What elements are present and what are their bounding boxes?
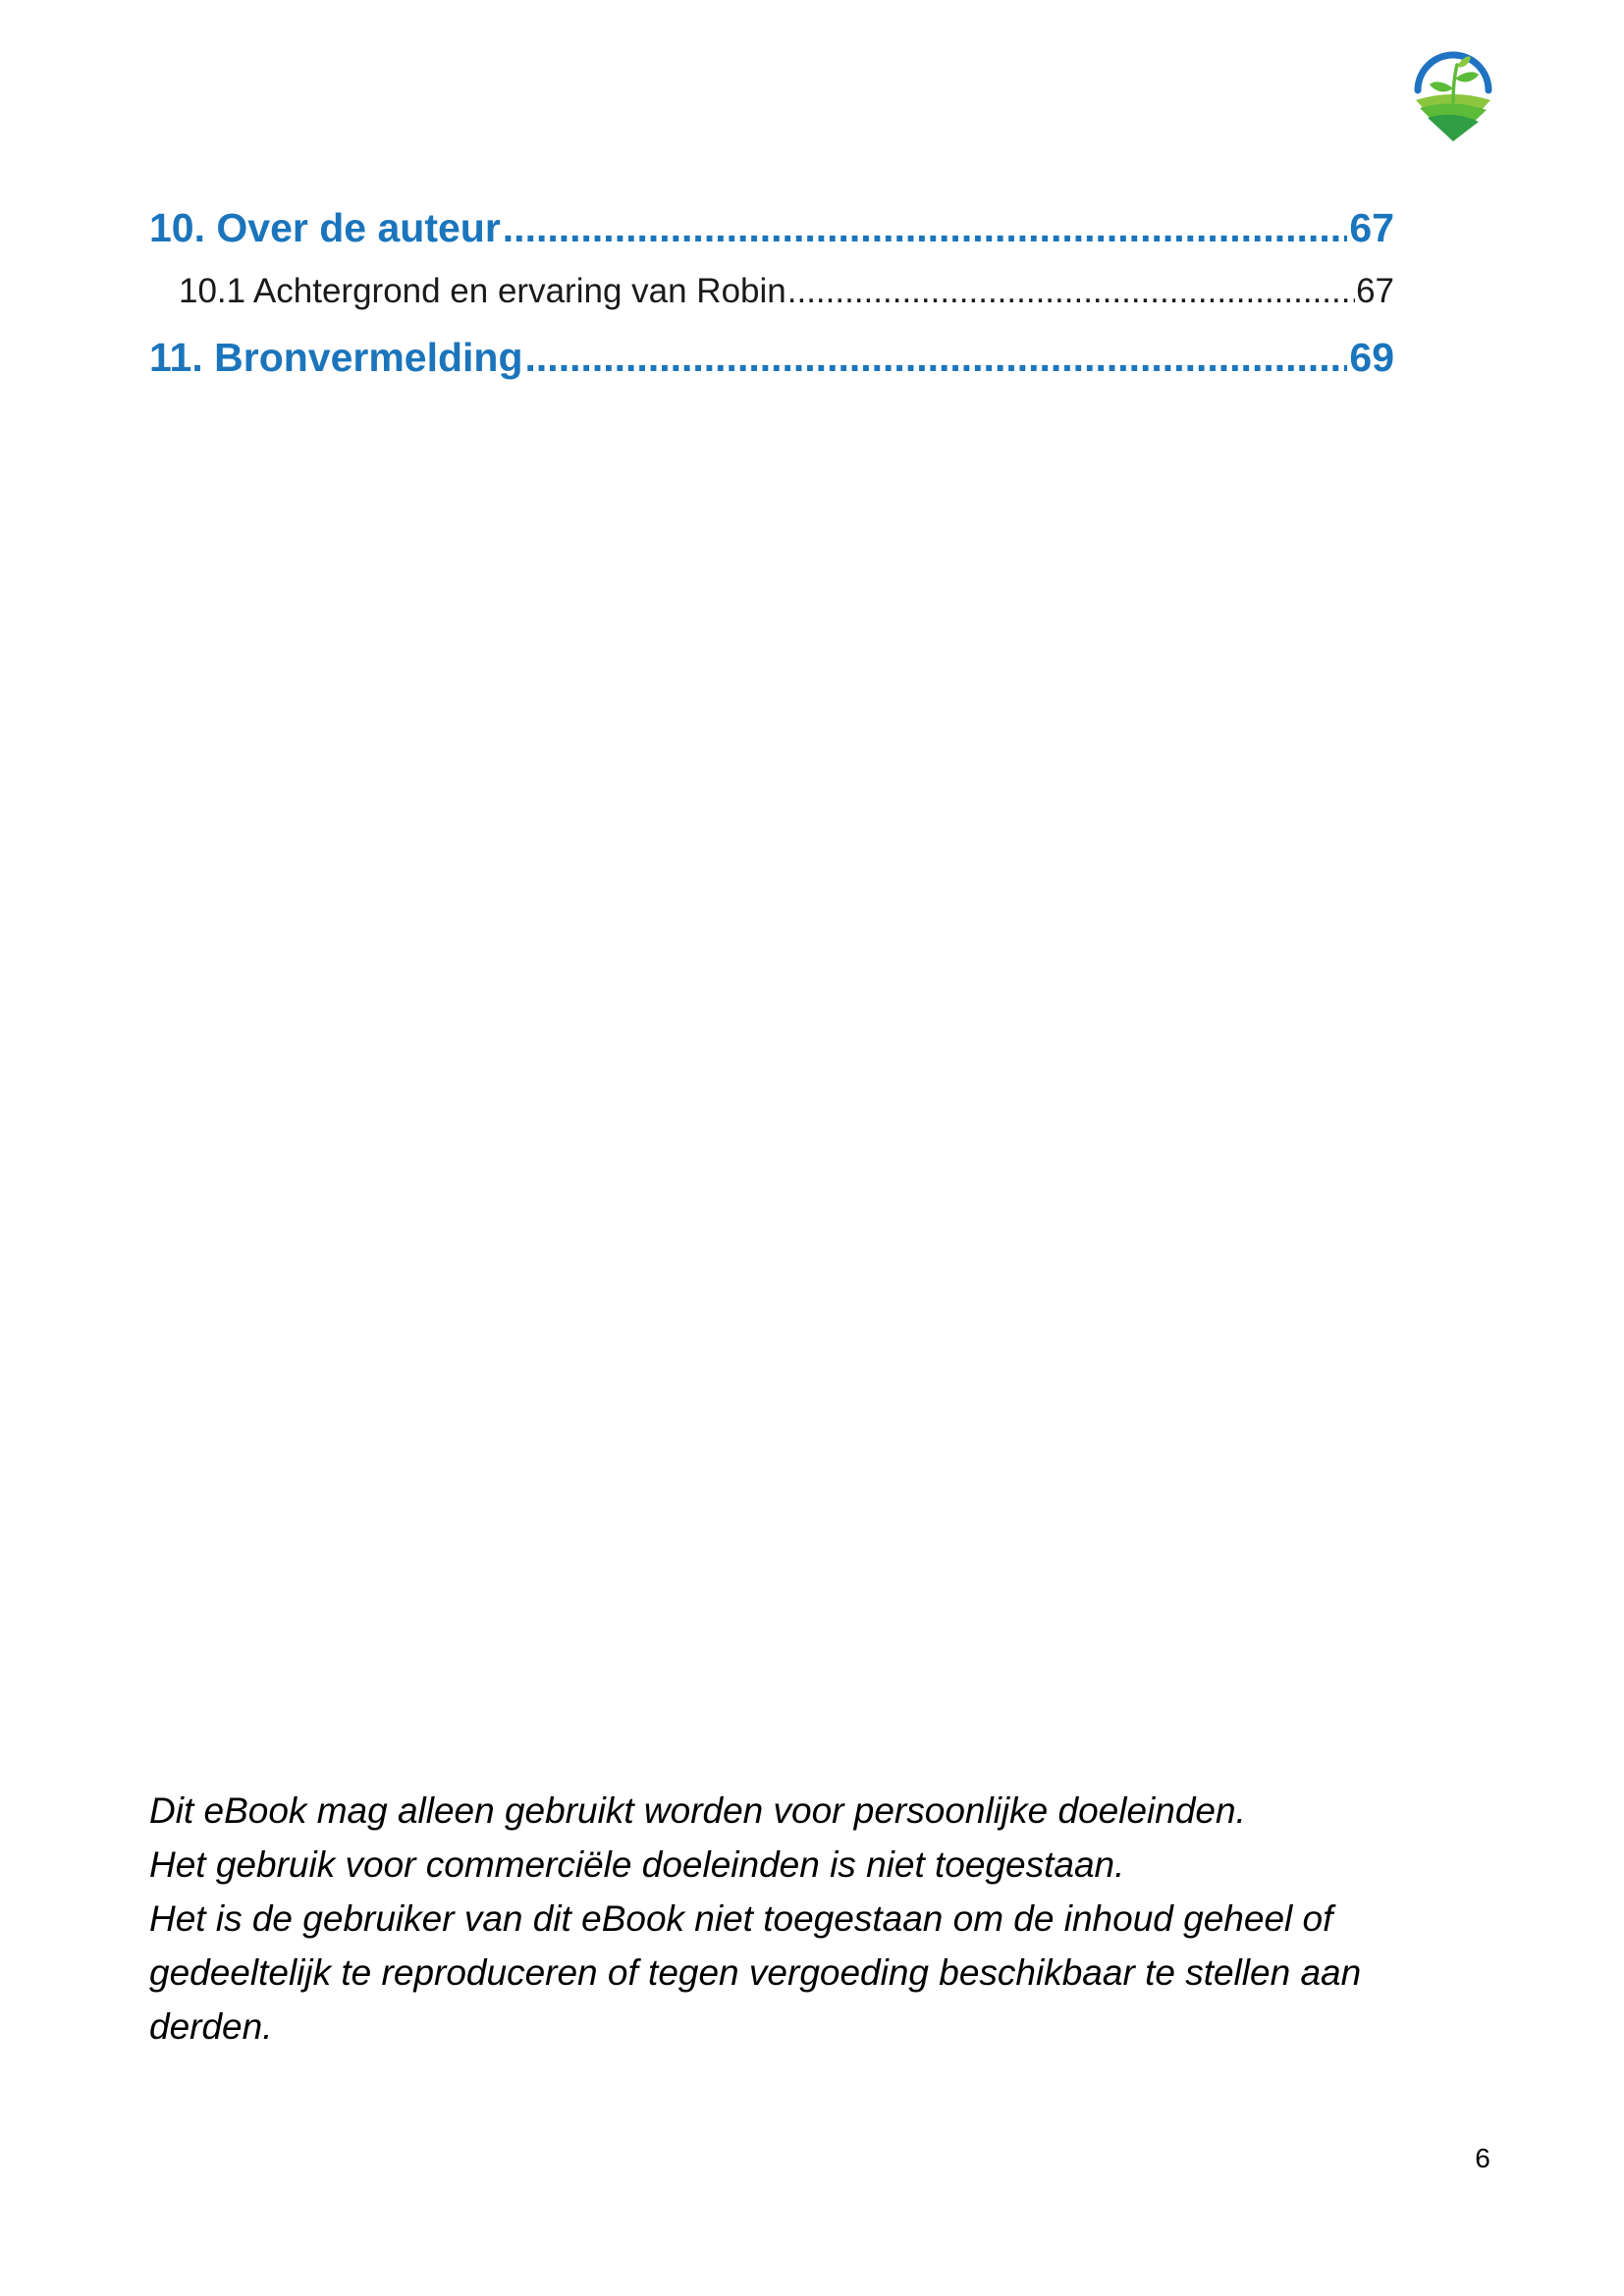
toc-entry-page: 67 bbox=[1349, 205, 1394, 250]
toc-dot-leader bbox=[525, 326, 1348, 389]
toc-dot-leader bbox=[503, 196, 1348, 259]
toc-dot-leader bbox=[787, 263, 1355, 320]
seedling-logo-icon bbox=[1408, 45, 1498, 143]
toc-entry-page: 69 bbox=[1349, 335, 1394, 380]
toc-entry-label: 10.1 Achtergrond en ervaring van Robin bbox=[179, 272, 786, 310]
page-number: 6 bbox=[1475, 2143, 1490, 2173]
toc-entry-label: 10. Over de auteur bbox=[149, 205, 501, 250]
toc-entry-page: 67 bbox=[1356, 272, 1394, 310]
toc-entry-label: 11. Bronvermelding bbox=[149, 335, 523, 380]
toc-entry-over-de-auteur[interactable] bbox=[149, 196, 1394, 259]
usage-disclaimer bbox=[149, 1784, 1426, 2054]
toc-entry-bronvermelding[interactable] bbox=[149, 326, 1394, 389]
disclaimer-line: Het is de gebruiker van dit eBook niet toegestaan om de inhoud geheel of gedeeltelijk te reproduceren of tegen vergoeding beschikbaar te stellen aan derden. bbox=[149, 1898, 1362, 2047]
table-of-contents bbox=[149, 196, 1394, 389]
toc-entry-achtergrond-en-ervaring[interactable] bbox=[149, 263, 1394, 320]
disclaimer-line: Dit eBook mag alleen gebruikt worden voor persoonlijke doeleinden. bbox=[149, 1790, 1246, 1831]
disclaimer-line: Het gebruik voor commerciële doeleinden is niet toegestaan. bbox=[149, 1844, 1125, 1885]
